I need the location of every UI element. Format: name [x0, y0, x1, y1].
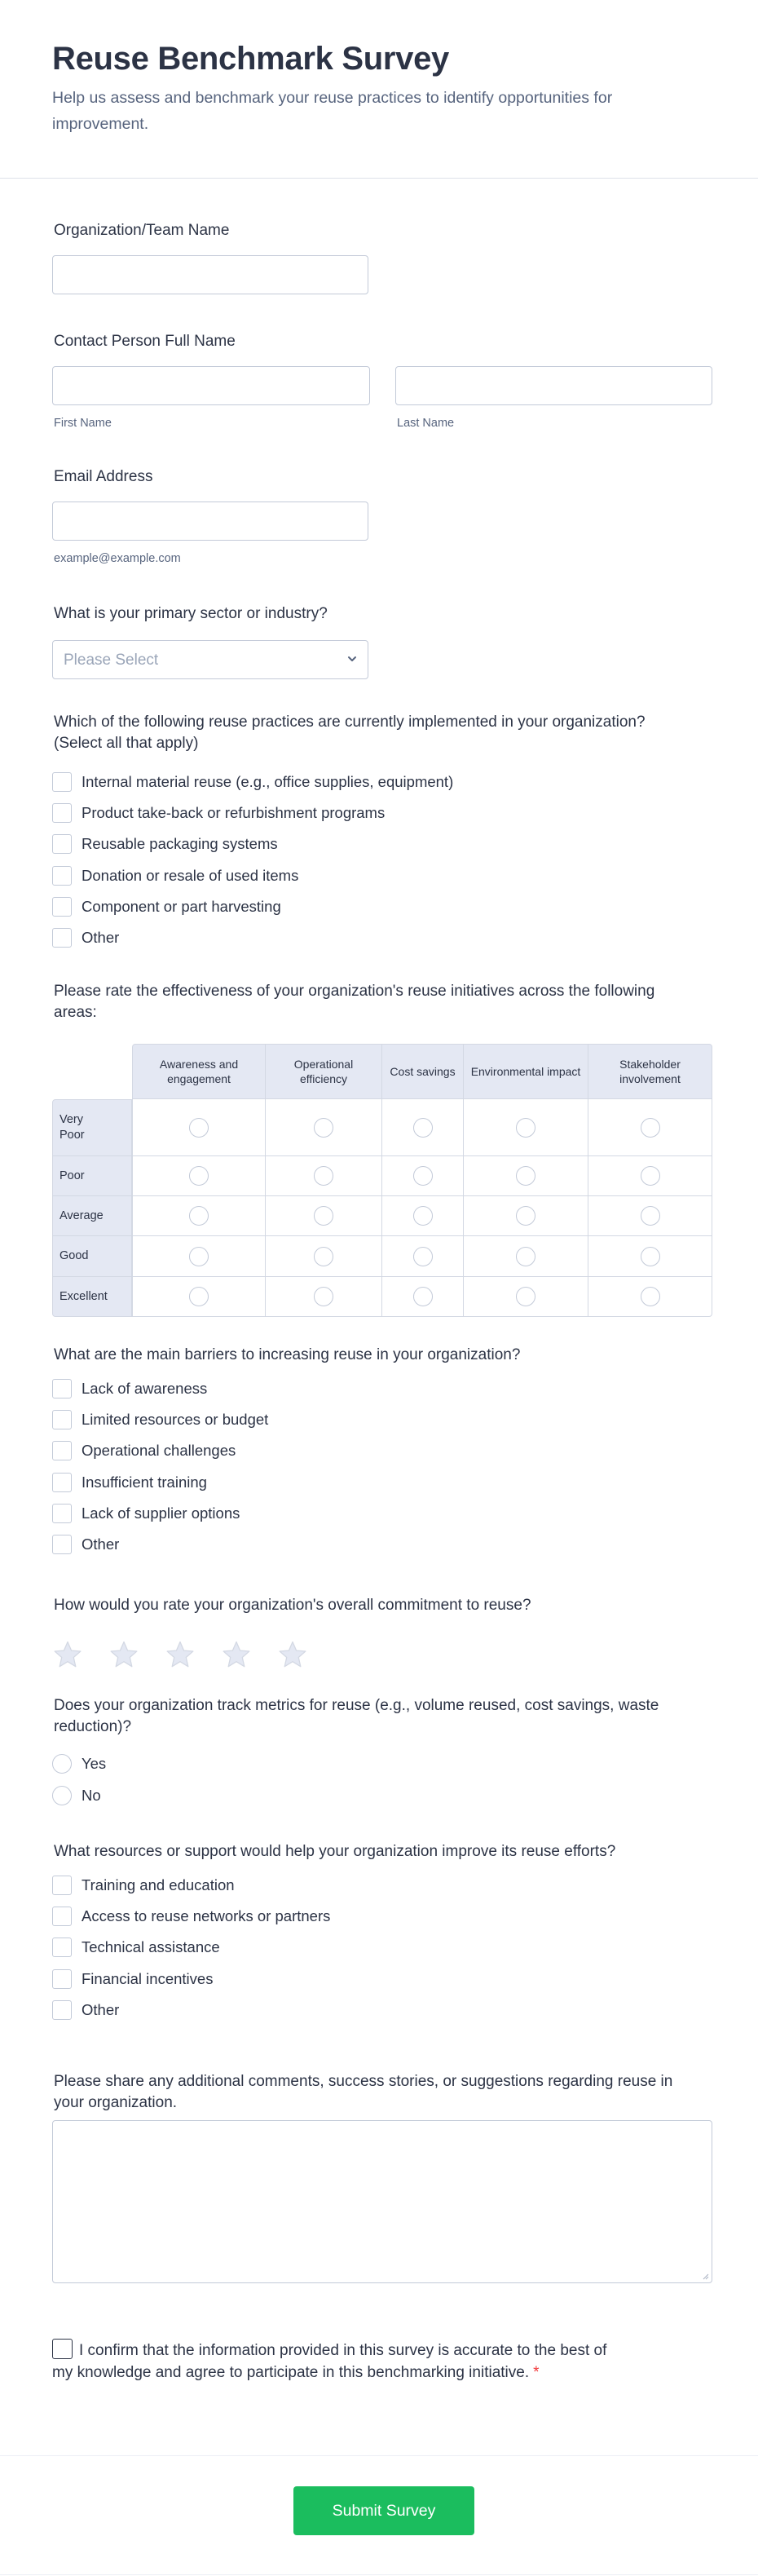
matrix-column-header — [588, 1044, 712, 1099]
matrix-cell — [464, 1099, 588, 1156]
practices-option[interactable] — [52, 865, 298, 886]
resize-handle-icon[interactable] — [701, 2272, 709, 2280]
matrix-cell — [464, 1277, 588, 1317]
barriers-option[interactable] — [52, 1503, 240, 1524]
practices-option[interactable] — [52, 927, 119, 948]
checkbox[interactable] — [52, 1907, 72, 1926]
option-label: Limited resources or budget — [82, 1411, 269, 1429]
checkbox[interactable] — [52, 1938, 72, 1957]
option-label: Reusable packaging systems — [82, 835, 278, 853]
matrix-cell — [266, 1277, 382, 1317]
checkbox[interactable] — [52, 1969, 72, 1989]
last-name-input[interactable] — [395, 366, 712, 405]
option-label: Financial incentives — [82, 1969, 214, 1987]
matrix-cell — [132, 1156, 266, 1196]
option-label: Other — [82, 2000, 120, 2018]
radio-button[interactable] — [52, 1754, 72, 1774]
checkbox[interactable] — [52, 803, 72, 823]
checkbox[interactable] — [52, 772, 72, 792]
required-asterisk: * — [533, 2364, 540, 2381]
matrix-cell — [464, 1196, 588, 1236]
email-label: Email Address — [54, 468, 153, 485]
matrix-radio-button[interactable] — [516, 1118, 535, 1138]
resources-option[interactable] — [52, 1906, 330, 1927]
matrix-radio-button[interactable] — [314, 1206, 333, 1226]
radio-button[interactable] — [52, 1786, 72, 1805]
matrix-cell — [266, 1156, 382, 1196]
matrix-cell — [464, 1156, 588, 1196]
column-header-text: Operational efficiency — [293, 1058, 354, 1085]
resources-option[interactable] — [52, 1968, 213, 1990]
matrix-cell — [266, 1196, 382, 1236]
star-rating — [52, 1639, 308, 1670]
matrix-row-header — [52, 1196, 132, 1236]
email-input[interactable] — [52, 502, 368, 541]
matrix-radio-button[interactable] — [641, 1166, 660, 1186]
contact-name-label: Contact Person Full Name — [54, 333, 236, 350]
matrix-radio-button[interactable] — [516, 1166, 535, 1186]
matrix-cell — [266, 1099, 382, 1156]
matrix-cell — [382, 1277, 464, 1317]
matrix-radio-button[interactable] — [413, 1206, 433, 1226]
matrix-radio-button[interactable] — [641, 1287, 660, 1306]
option-label: Product take-back or refurbishment programs — [82, 804, 386, 822]
sector-label: What is your primary sector or industry? — [54, 605, 328, 622]
matrix-cell — [382, 1236, 464, 1277]
matrix-radio-button[interactable] — [189, 1247, 209, 1266]
resources-label: What resources or support would help your organization improve its reuse efforts? — [54, 1843, 616, 1860]
first-name-sublabel: First Name — [54, 417, 112, 430]
matrix-cell — [382, 1099, 464, 1156]
option-label: No — [82, 1786, 101, 1804]
matrix-column-header — [382, 1044, 464, 1099]
matrix-row-header — [52, 1236, 132, 1277]
row-header-text: Very Poor — [59, 1113, 85, 1142]
checkbox[interactable] — [52, 1504, 72, 1523]
chevron-down-icon — [346, 653, 358, 665]
option-label: Component or part harvesting — [82, 897, 281, 915]
barriers-option[interactable] — [52, 1409, 268, 1430]
matrix-radio-button[interactable] — [413, 1247, 433, 1266]
matrix-radio-button[interactable] — [189, 1166, 209, 1186]
form-header — [0, 0, 758, 179]
row-header-text: Poor — [59, 1169, 85, 1182]
star-icon[interactable] — [165, 1639, 196, 1670]
option-label: Technical assistance — [82, 1938, 220, 1956]
checkbox[interactable] — [52, 928, 72, 948]
matrix-label: Please rate the effectiveness of your organization's reuse initiatives across the following areas: — [54, 983, 655, 1021]
metrics-option[interactable] — [52, 1785, 101, 1806]
first-name-input[interactable] — [52, 366, 370, 405]
commitment-label: How would you rate your organization's overall commitment to reuse? — [54, 1597, 531, 1614]
option-label: Other — [82, 929, 120, 946]
matrix-cell — [132, 1196, 266, 1236]
matrix-column-header — [132, 1044, 266, 1099]
matrix-cell — [132, 1099, 266, 1156]
matrix-radio-button[interactable] — [189, 1206, 209, 1226]
barriers-option[interactable] — [52, 1440, 236, 1461]
option-label: Access to reuse networks or partners — [82, 1907, 331, 1925]
email-sublabel: example@example.com — [54, 552, 181, 565]
matrix-radio-button[interactable] — [189, 1118, 209, 1138]
organization-label: Organization/Team Name — [54, 222, 230, 239]
matrix-radio-button[interactable] — [413, 1166, 433, 1186]
row-header-text: Excellent — [59, 1289, 108, 1303]
matrix-cell — [382, 1196, 464, 1236]
confirm-text: I confirm that the information provided in this survey is accurate to the best of my knowledge and agree to participate in this benchmarking initiative. — [52, 2342, 607, 2381]
effectiveness-matrix — [52, 1044, 712, 1317]
row-header-text: Average — [59, 1208, 104, 1222]
matrix-radio-button[interactable] — [641, 1206, 660, 1226]
column-header-text: Cost savings — [390, 1065, 456, 1078]
checkbox[interactable] — [52, 1535, 72, 1554]
checkbox[interactable] — [52, 834, 72, 854]
star-icon[interactable] — [277, 1639, 308, 1670]
checkbox[interactable] — [52, 2000, 72, 2020]
matrix-cell — [266, 1236, 382, 1277]
matrix-radio-button[interactable] — [641, 1118, 660, 1138]
option-label: Yes — [82, 1755, 107, 1772]
matrix-radio-button[interactable] — [314, 1118, 333, 1138]
matrix-cell — [588, 1156, 712, 1196]
matrix-cell — [132, 1236, 266, 1277]
matrix-row-header — [52, 1277, 132, 1317]
matrix-column-header — [464, 1044, 588, 1099]
star-icon[interactable] — [52, 1639, 83, 1670]
option-label: Lack of supplier options — [82, 1504, 240, 1522]
matrix-radio-button[interactable] — [314, 1166, 333, 1186]
practices-option[interactable] — [52, 771, 453, 793]
barriers-option[interactable] — [52, 1472, 207, 1493]
option-label: Lack of awareness — [82, 1380, 208, 1397]
option-label: Training and education — [82, 1876, 235, 1893]
column-header-text: Awareness and engagement — [159, 1058, 239, 1085]
checkbox[interactable] — [52, 897, 72, 917]
form-title: Reuse Benchmark Survey — [52, 41, 449, 77]
matrix-radio-button[interactable] — [516, 1247, 535, 1266]
checkbox[interactable] — [52, 866, 72, 886]
practices-option[interactable] — [52, 802, 385, 824]
metrics-label: Does your organization track metrics for reuse (e.g., volume reused, cost savings, waste reduction)? — [54, 1697, 659, 1735]
last-name-sublabel: Last Name — [397, 417, 455, 430]
option-label: Insufficient training — [82, 1473, 207, 1491]
sector-select-value: Please Select — [64, 652, 159, 669]
matrix-radio-button[interactable] — [189, 1287, 209, 1306]
matrix-row-header — [52, 1099, 132, 1156]
matrix-cell — [132, 1277, 266, 1317]
resources-option[interactable] — [52, 1937, 220, 1958]
matrix-radio-button[interactable] — [413, 1118, 433, 1138]
form-description: Help us assess and benchmark your reuse practices to identify opportunities for improvement. — [52, 89, 613, 133]
resources-option[interactable] — [52, 1875, 235, 1896]
footer-divider — [0, 2455, 758, 2456]
matrix-radio-button[interactable] — [516, 1206, 535, 1226]
matrix-radio-button[interactable] — [314, 1287, 333, 1306]
matrix-cell — [588, 1236, 712, 1277]
practices-option[interactable] — [52, 833, 278, 855]
resources-option[interactable] — [52, 1999, 119, 2021]
matrix-radio-button[interactable] — [516, 1287, 535, 1306]
matrix-row-header — [52, 1156, 132, 1196]
practices-label: Which of the following reuse practices are currently implemented in your organization? (Select all that apply) — [54, 714, 646, 752]
matrix-cell — [588, 1196, 712, 1236]
checkbox[interactable] — [52, 1876, 72, 1895]
matrix-cell — [464, 1236, 588, 1277]
matrix-cell — [588, 1099, 712, 1156]
matrix-radio-button[interactable] — [314, 1247, 333, 1266]
confirm-field — [52, 2339, 623, 2384]
confirm-checkbox[interactable] — [52, 2339, 73, 2359]
barriers-option[interactable] — [52, 1378, 207, 1399]
comments-textarea[interactable] — [52, 2120, 712, 2283]
matrix-column-header — [266, 1044, 382, 1099]
checkbox[interactable] — [52, 1379, 72, 1398]
barriers-option[interactable] — [52, 1534, 119, 1555]
star-icon[interactable] — [108, 1639, 139, 1670]
option-label: Donation or resale of used items — [82, 866, 299, 884]
column-header-text: Stakeholder involvement — [619, 1058, 681, 1085]
practices-option[interactable] — [52, 896, 281, 917]
sector-select[interactable] — [52, 640, 368, 679]
submit-button[interactable]: Submit Survey — [293, 2486, 474, 2535]
option-label: Other — [82, 1535, 120, 1553]
bottom-divider — [0, 2574, 758, 2575]
column-header-text: Environmental impact — [470, 1065, 581, 1078]
matrix-cell — [382, 1156, 464, 1196]
option-label: Internal material reuse (e.g., office supplies, equipment) — [82, 773, 454, 790]
barriers-label: What are the main barriers to increasing reuse in your organization? — [54, 1346, 521, 1363]
checkbox[interactable] — [52, 1441, 72, 1460]
comments-label: Please share any additional comments, success stories, or suggestions regarding reuse in your organization. — [54, 2073, 673, 2111]
star-icon[interactable] — [221, 1639, 252, 1670]
checkbox[interactable] — [52, 1473, 72, 1492]
metrics-option[interactable] — [52, 1753, 106, 1774]
matrix-radio-button[interactable] — [413, 1287, 433, 1306]
row-header-text: Good — [59, 1249, 89, 1262]
organization-input[interactable] — [52, 255, 368, 294]
matrix-radio-button[interactable] — [641, 1247, 660, 1266]
option-label: Operational challenges — [82, 1442, 236, 1460]
matrix-cell — [588, 1277, 712, 1317]
checkbox[interactable] — [52, 1410, 72, 1429]
